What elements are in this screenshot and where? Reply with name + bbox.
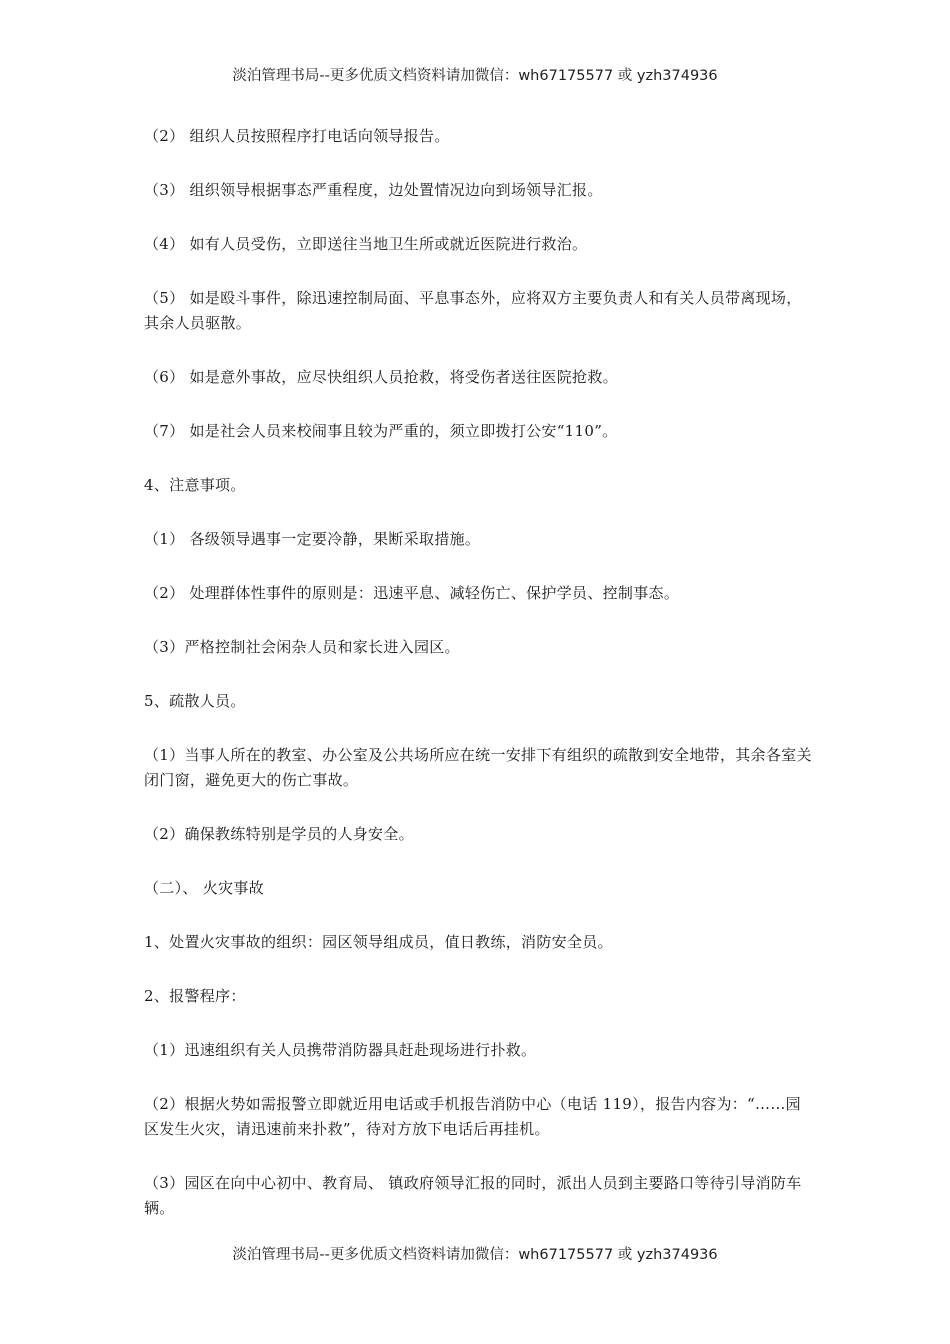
paragraph: （3） 组织领导根据事态严重程度，边处置情况边向到场领导汇报。	[144, 181, 603, 199]
section-heading: 4、注意事项。	[144, 476, 246, 494]
page-footer: 淡泊管理书局--更多优质文档资料请加微信：wh67175577 或 yzh374936	[232, 1247, 718, 1263]
paragraph: （4） 如有人员受伤，立即送往当地卫生所或就近医院进行救治。	[144, 235, 588, 253]
paragraph: （2） 组织人员按照程序打电话向领导报告。	[144, 127, 450, 145]
paragraph: （7） 如是社会人员来校闹事且较为严重的，须立即拨打公安“110”。	[144, 422, 618, 440]
paragraph: 1、处置火灾事故的组织：园区领导组成员，值日教练，消防安全员。	[144, 933, 613, 951]
section-heading: 2、报警程序：	[144, 987, 246, 1005]
section-heading: （二）、 火灾事故	[144, 879, 264, 897]
section-heading: 5、疏散人员。	[144, 692, 246, 710]
paragraph: （1）当事人所在的教室、办公室及公共场所应在统一安排下有组织的疏散到安全地带，其余各室关闭门窗，避免更大的伤亡事故。	[144, 746, 812, 789]
paragraph: （2）确保教练特别是学员的人身安全。	[144, 825, 414, 843]
paragraph: （3）园区在向中心初中、教育局、 镇政府领导汇报的同时，派出人员到主要路口等待引导消防车辆。	[144, 1174, 802, 1217]
page-header: 淡泊管理书局--更多优质文档资料请加微信：wh67175577 或 yzh374936	[232, 68, 718, 84]
paragraph: （2） 处理群体性事件的原则是：迅速平息、减轻伤亡、保护学员、控制事态。	[144, 584, 680, 602]
paragraph: （1） 各级领导遇事一定要冷静，果断采取措施。	[144, 530, 481, 548]
paragraph: （3）严格控制社会闲杂人员和家长进入园区。	[144, 638, 460, 656]
paragraph: （1）迅速组织有关人员携带消防器具赶赴现场进行扑救。	[144, 1041, 537, 1059]
document-body	[144, 124, 812, 1250]
paragraph: （5） 如是殴斗事件，除迅速控制局面、平息事态外，应将双方主要负责人和有关人员带离现场，其余人员驱散。	[144, 289, 802, 332]
paragraph: （6） 如是意外事故，应尽快组织人员抢救，将受伤者送往医院抢救。	[144, 368, 618, 386]
paragraph: （2）根据火势如需报警立即就近用电话或手机报告消防中心（电话 119），报告内容为：“……园区发生火灾，请迅速前来扑救”，待对方放下电话后再挂机。	[144, 1095, 801, 1138]
